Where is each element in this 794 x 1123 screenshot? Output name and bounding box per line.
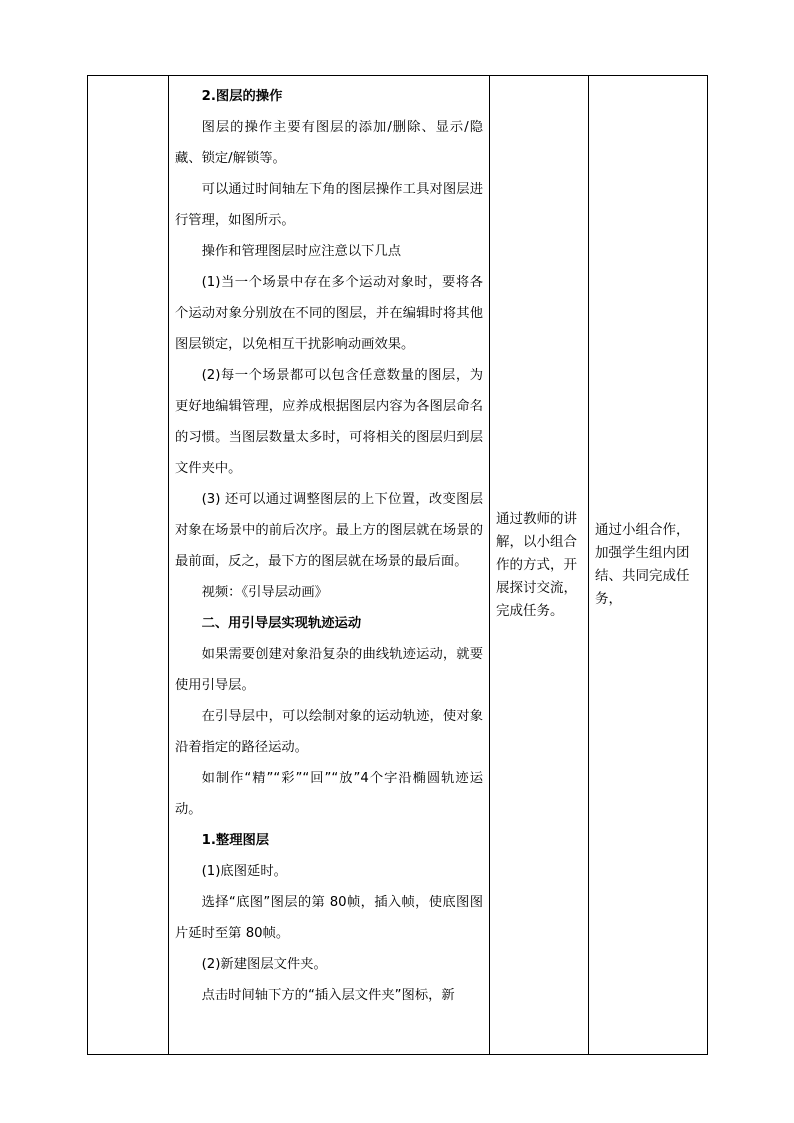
paragraph: 在引导层中，可以绘制对象的运动轨迹，使对象沿着指定的路径运动。: [175, 709, 483, 755]
lesson-plan-table: [87, 75, 708, 1055]
paragraph: 图层的操作主要有图层的添加/删除、显示/隐藏、锁定/解锁等。: [175, 120, 483, 166]
paragraph: (2)新建图层文件夹。: [201, 957, 327, 972]
paragraph: (3) 还可以通过调整图层的上下位置，改变图层对象在场景中的前后次序。最上方的图层就在场景的最前面，反之，最下方的图层就在场景的最后面。: [175, 492, 483, 569]
section-heading: 2.图层的操作: [201, 89, 283, 104]
content-cell: [169, 76, 490, 1055]
stage-cell: [88, 76, 169, 1055]
paragraph: 可以通过时间轴左下角的图层操作工具对图层进行管理，如图所示。: [175, 182, 483, 228]
section-heading: 二、用引导层实现轨迹运动: [201, 616, 362, 631]
design-intent-text: 通过小组合作，加强学生组内团结、共同完成任务，: [595, 522, 690, 607]
table-row: [88, 76, 708, 1055]
paragraph: 操作和管理图层时应注意以下几点: [201, 244, 402, 259]
teacher-activity-text: 通过教师的讲解，以小组合作的方式，开展探讨交流，完成任务。: [496, 510, 577, 619]
paragraph: 如制作“精”“彩”“回”“放”4个字沿椭圆轨迹运动。: [175, 771, 483, 817]
paragraph: 点击时间轴下方的“插入层文件夹”图标，新: [201, 988, 455, 1003]
teacher-activity-cell: [490, 76, 589, 1055]
paragraph: (1)底图延时。: [201, 864, 287, 879]
paragraph: (1)当一个场景中存在多个运动对象时，要将各个运动对象分别放在不同的图层，并在编辑时将其他图层锁定，以免相互干扰影响动画效果。: [175, 275, 483, 352]
paragraph: 视频：《引导层动画》: [201, 585, 328, 600]
content-body: [169, 76, 489, 1011]
paragraph: (2)每一个场景都可以包含任意数量的图层，为更好地编辑管理，应养成根据图层内容为各图层命名的习惯。当图层数量太多时，可将相关的图层归到层文件夹中。: [175, 368, 483, 476]
design-intent-cell: [589, 76, 708, 1055]
section-heading: 1.整理图层: [201, 833, 270, 848]
paragraph: 如果需要创建对象沿复杂的曲线轨迹运动，就要使用引导层。: [175, 647, 483, 693]
paragraph: 选择“底图”图层的第 80帧，插入帧，使底图图片延时至第 80帧。: [175, 895, 483, 941]
